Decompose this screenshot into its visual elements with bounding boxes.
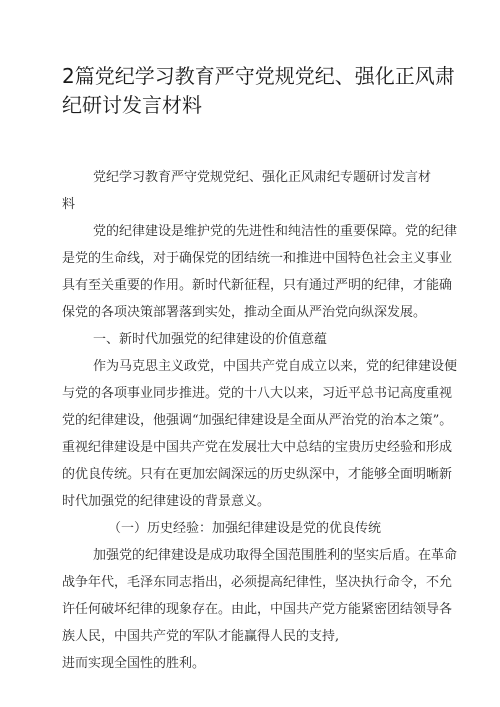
text-line: 重视纪律建设是中国共产党在发展壮大中总结的宝贵历史经验和形成: [62, 440, 453, 455]
text-line: 具有至关重要的作用。新时代新征程，只有通过严明的纪律，才能确: [62, 278, 453, 293]
subtitle-paragraph: [62, 164, 442, 218]
section-heading: [62, 326, 442, 353]
body-paragraph: [62, 542, 458, 650]
text-line: 加强党的纪律建设是成功取得全国范围胜利的坚实后盾。在革命: [93, 548, 458, 563]
document-body: [62, 164, 458, 677]
title-line-2: 纪研讨发言材料: [62, 93, 202, 117]
text-line: 进而实现全国性的胜利。: [62, 656, 206, 671]
document-title: [62, 62, 455, 120]
text-line: 作为马克思主义政党，中国共产党自成立以来，党的纪律建设便: [93, 359, 458, 374]
text-line: 族人民，中国共产党的军队才能赢得人民的支持,: [62, 629, 340, 644]
text-line: 时代加强党的纪律建设的背景意义。: [62, 494, 271, 509]
text-line: 的优良传统。只有在更加宏阔深远的历史纵深中，才能够全面明晰新: [62, 467, 453, 482]
text-line: 与党的各项事业同步推进。党的十八大以来，习近平总书记高度重视: [62, 386, 453, 401]
title-line-1: 2篇党纪学习教育严守党规党纪、强化正风肃: [62, 64, 455, 88]
text-line: （一）历史经验：加强纪律建设是党的优良传统: [108, 521, 382, 536]
text-line: 一、新时代加强党的纪律建设的价值意蕴: [93, 332, 328, 347]
text-line: 党的纪律建设，他强调“加强纪律建设是全面从严治党的治本之策”。: [62, 413, 453, 428]
intro-paragraph: [62, 218, 458, 326]
body-paragraph: [62, 353, 458, 515]
text-line: 保党的各项决策部署落到实处，推动全面从严治党向纵深发展。: [62, 305, 427, 320]
text-line: 战争年代，毛泽东同志指出，必须提高纪律性，坚决执行命令，不允: [62, 575, 453, 590]
text-line: 党纪学习教育严守党规党纪、强化正风肃纪专题研讨发言材: [93, 170, 432, 185]
text-line: 是党的生命线，对于确保党的团结统一和推进中国特色社会主义事业: [62, 251, 453, 266]
text-line: 许任何破坏纪律的现象存在。由此，中国共产党方能紧密团结领导各: [62, 602, 453, 617]
body-paragraph: [62, 650, 442, 677]
text-line: 料: [62, 197, 76, 212]
subsection-heading: [62, 515, 442, 542]
text-line: 党的纪律建设是维护党的先进性和纯洁性的重要保障。党的纪律: [93, 224, 458, 239]
